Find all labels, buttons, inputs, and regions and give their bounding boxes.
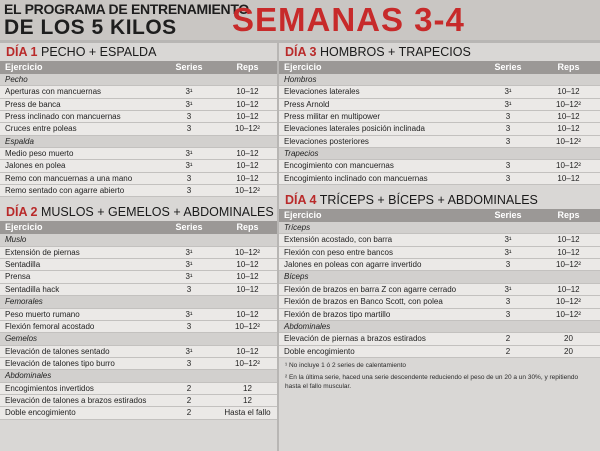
muscle-group-label: Trapecios (284, 149, 319, 159)
series-value: 2 (505, 346, 511, 356)
table-row (279, 259, 600, 271)
col-header-reps: Reps (557, 62, 580, 72)
reps-value: 20 (564, 346, 573, 356)
left-column (0, 43, 277, 451)
table-row (0, 321, 277, 333)
table-row (0, 247, 277, 259)
table-row (279, 136, 600, 148)
series-value: 3¹ (185, 87, 193, 97)
muscle-group-row (279, 271, 600, 283)
exercise-name: Flexión de brazos tipo martillo (284, 309, 391, 319)
exercise-name: Prensa (5, 272, 31, 282)
exercise-name: Elevación de talones tipo burro (5, 358, 115, 368)
exercise-name: Press inclinado con mancuernas (5, 112, 121, 122)
exercise-name: Flexión de brazos en barra Z con agarre cerrado (284, 284, 457, 294)
col-header-reps: Reps (557, 210, 580, 221)
footnote-1: ¹ No incluye 1 ó 2 series de calentamiento (285, 361, 407, 369)
exercise-name: Extensión de piernas (5, 247, 80, 257)
series-value: 3 (505, 161, 511, 171)
col-header-series: Series (494, 62, 522, 72)
day4-title (279, 191, 600, 209)
reps-value: 10–12² (556, 99, 581, 109)
table-row (0, 407, 277, 419)
muscle-group-label: Bíceps (284, 272, 309, 282)
table-row (279, 247, 600, 259)
col-header-exercise: Ejercicio (284, 62, 322, 72)
muscle-group-label: Espalda (5, 136, 34, 146)
table-row (0, 383, 277, 395)
muscle-group-row (0, 234, 277, 246)
series-value: 3 (505, 260, 511, 270)
exercise-name: Elevación de piernas a brazos estirados (284, 334, 426, 344)
exercise-name: Aperturas con mancuernas (5, 87, 102, 97)
reps-value: 10–12² (556, 260, 581, 270)
exercise-name: Flexión de brazos en Banco Scott, con polea (284, 297, 443, 307)
col-header-series: Series (175, 62, 203, 72)
muscle-group-label: Pecho (5, 75, 28, 84)
exercise-name: Press militar en multipower (284, 112, 381, 122)
day-muscles: PECHO + ESPALDA (40, 45, 157, 59)
exercise-name: Cruces entre poleas (5, 124, 77, 134)
footnotes (279, 358, 600, 397)
exercise-name: Medio peso muerto (5, 149, 74, 159)
exercise-name: Elevaciones laterales posición inclinada (284, 124, 425, 134)
series-value: 3¹ (504, 87, 512, 97)
table-row (0, 99, 277, 111)
col-header-exercise: Ejercicio (284, 210, 322, 221)
table-row (279, 99, 600, 111)
exercise-name: Jalones en poleas con agarre invertido (284, 260, 422, 270)
day2-title (0, 203, 277, 221)
table-header (0, 61, 277, 74)
reps-value: 10–12 (557, 284, 580, 294)
muscle-group-row (0, 136, 277, 148)
table-row (0, 309, 277, 321)
muscle-group-row (279, 222, 600, 234)
table-header (279, 209, 600, 222)
table-row (0, 185, 277, 197)
reps-value: 12 (243, 395, 252, 405)
program-heading (4, 2, 249, 38)
series-value: 3¹ (504, 247, 512, 257)
muscle-group-row (279, 321, 600, 333)
exercise-name: Extensión acostado, con barra (284, 235, 393, 245)
reps-value: 10–12² (235, 358, 260, 368)
reps-value: 10–12 (236, 309, 259, 319)
series-value: 3 (186, 321, 192, 331)
col-header-reps: Reps (236, 62, 259, 72)
table-row (0, 148, 277, 160)
reps-value: 10–12² (556, 309, 581, 319)
series-value: 3¹ (504, 284, 512, 294)
muscle-group-label: Abdominales (5, 371, 52, 381)
reps-value: 10–12 (236, 346, 259, 356)
col-header-series: Series (175, 222, 203, 233)
exercise-name: Encogimiento con mancuernas (284, 161, 394, 171)
day-number: DÍA 4 (285, 193, 317, 208)
day-muscles: TRÍCEPS + BÍCEPS + ABDOMINALES (319, 193, 538, 208)
reps-value: 10–12 (236, 272, 259, 282)
muscle-group-label: Abdominales (284, 321, 331, 331)
reps-value: 10–12² (235, 247, 260, 257)
reps-value: 10–12² (235, 321, 260, 331)
muscle-group-row (0, 296, 277, 308)
weeks-title: SEMANAS 3-4 (232, 1, 465, 38)
table-row (279, 111, 600, 123)
day2-table (0, 203, 277, 419)
series-value: 3 (186, 186, 192, 196)
table-row (0, 123, 277, 135)
table-row (279, 346, 600, 358)
page-header (0, 0, 600, 40)
muscle-group-label: Gemelos (5, 334, 38, 344)
series-value: 2 (186, 408, 192, 418)
reps-value: 12 (243, 383, 252, 393)
exercise-name: Jalones en polea (5, 161, 66, 171)
table-row (279, 123, 600, 135)
table-row (279, 296, 600, 308)
day1-title (0, 43, 277, 61)
series-value: 3¹ (185, 149, 193, 159)
exercise-name: Elevaciones laterales (284, 87, 360, 97)
series-value: 3 (505, 297, 511, 307)
series-value: 3¹ (185, 99, 193, 109)
table-row (0, 358, 277, 370)
series-value: 3¹ (185, 247, 193, 257)
col-header-exercise: Ejercicio (5, 222, 43, 233)
exercise-name: Elevaciones posteriores (284, 136, 369, 146)
muscle-group-row (0, 333, 277, 345)
exercise-name: Doble encogimiento (284, 346, 355, 356)
reps-value: 10–12 (557, 235, 580, 245)
series-value: 3 (186, 284, 192, 294)
table-row (0, 86, 277, 98)
series-value: 3¹ (185, 309, 193, 319)
day-number: DÍA 2 (6, 205, 38, 220)
reps-value: 10–12 (236, 87, 259, 97)
table-row (279, 173, 600, 185)
program-heading-line1: EL PROGRAMA DE ENTRENAMIENTO (4, 1, 249, 17)
reps-value: Hasta el fallo (224, 408, 271, 418)
table-row (0, 160, 277, 172)
reps-value: 10–12 (236, 149, 259, 159)
table-row (279, 333, 600, 345)
exercise-name: Remo con mancuernas a una mano (5, 173, 133, 183)
series-value: 3 (505, 136, 511, 146)
exercise-name: Elevación de talones a brazos estirados (5, 395, 147, 405)
reps-value: 10–12 (557, 247, 580, 257)
series-value: 3¹ (185, 260, 193, 270)
table-header (279, 61, 600, 74)
reps-value: 10–12 (236, 284, 259, 294)
table-row (279, 284, 600, 296)
exercise-name: Peso muerto rumano (5, 309, 80, 319)
muscle-group-label: Muslo (5, 235, 27, 245)
series-value: 3 (505, 112, 511, 122)
day3-table (279, 43, 600, 185)
exercise-name: Sentadilla (5, 260, 41, 270)
table-row (0, 284, 277, 296)
muscle-group-row (0, 74, 277, 86)
series-value: 3¹ (504, 235, 512, 245)
reps-value: 10–12 (557, 112, 580, 122)
muscle-group-label: Hombros (284, 75, 317, 84)
series-value: 3 (505, 173, 511, 183)
muscle-group-row (279, 74, 600, 86)
right-column (279, 43, 600, 451)
series-value: 3 (186, 173, 192, 183)
series-value: 2 (186, 395, 192, 405)
reps-value: 10–12² (235, 124, 260, 134)
muscle-group-row (0, 370, 277, 382)
series-value: 3 (186, 358, 192, 368)
reps-value: 10–12 (236, 99, 259, 109)
exercise-name: Press de banca (5, 99, 61, 109)
day-muscles: HOMBROS + TRAPECIOS (319, 45, 471, 59)
muscle-group-label: Tríceps (284, 223, 311, 233)
reps-value: 10–12² (556, 161, 581, 171)
table-row (279, 309, 600, 321)
program-heading-line2: DE LOS 5 KILOS (4, 16, 177, 39)
muscle-group-label: Femorales (5, 297, 43, 307)
exercise-name: Doble encogimiento (5, 408, 76, 418)
exercise-name: Elevación de talones sentado (5, 346, 110, 356)
exercise-name: Flexión femoral acostado (5, 321, 95, 331)
series-value: 3 (505, 124, 511, 134)
reps-value: 10–12² (556, 297, 581, 307)
series-value: 3¹ (185, 346, 193, 356)
table-row (0, 271, 277, 283)
series-value: 3 (186, 112, 192, 122)
day-number: DÍA 1 (6, 45, 38, 59)
day3-title (279, 43, 600, 61)
reps-value: 10–12 (557, 124, 580, 134)
series-value: 3¹ (185, 272, 193, 282)
reps-value: 10–12 (557, 173, 580, 183)
series-value: 3 (186, 124, 192, 134)
table-row (0, 346, 277, 358)
table-row (0, 259, 277, 271)
reps-value: 10–12 (236, 161, 259, 171)
day-muscles: MUSLOS + GEMELOS + ABDOMINALES (40, 205, 274, 220)
series-value: 3¹ (504, 99, 512, 109)
series-value: 3¹ (185, 161, 193, 171)
day-number: DÍA 3 (285, 45, 317, 59)
reps-value: 10–12² (235, 186, 260, 196)
reps-value: 10–12 (236, 260, 259, 270)
exercise-name: Encogimiento inclinado con mancuernas (284, 173, 428, 183)
table-row (279, 160, 600, 172)
reps-value: 10–12² (556, 136, 581, 146)
series-value: 3 (505, 309, 511, 319)
day1-table (0, 43, 277, 197)
exercise-name: Remo sentado con agarre abierto (5, 186, 125, 196)
table-row (0, 395, 277, 407)
series-value: 2 (505, 334, 511, 344)
col-header-exercise: Ejercicio (5, 62, 43, 72)
reps-value: 10–12 (236, 112, 259, 122)
exercise-name: Press Arnold (284, 99, 330, 109)
col-header-series: Series (494, 210, 522, 221)
table-row (0, 173, 277, 185)
muscle-group-row (279, 148, 600, 160)
exercise-name: Sentadilla hack (5, 284, 60, 294)
exercise-name: Flexión con peso entre bancos (284, 247, 393, 257)
reps-value: 10–12 (236, 173, 259, 183)
table-header (0, 221, 277, 234)
reps-value: 20 (564, 334, 573, 344)
table-row (0, 111, 277, 123)
col-header-reps: Reps (236, 222, 259, 233)
exercise-name: Encogimientos invertidos (5, 383, 94, 393)
footnote-2: ² En la última serie, haced una serie descendente reduciendo el peso de un 20 a un 30%, y repitiendo hasta el fallo muscular. (285, 373, 579, 390)
series-value: 2 (186, 383, 192, 393)
table-row (279, 86, 600, 98)
day4-table (279, 191, 600, 358)
table-row (279, 234, 600, 246)
reps-value: 10–12 (557, 87, 580, 97)
